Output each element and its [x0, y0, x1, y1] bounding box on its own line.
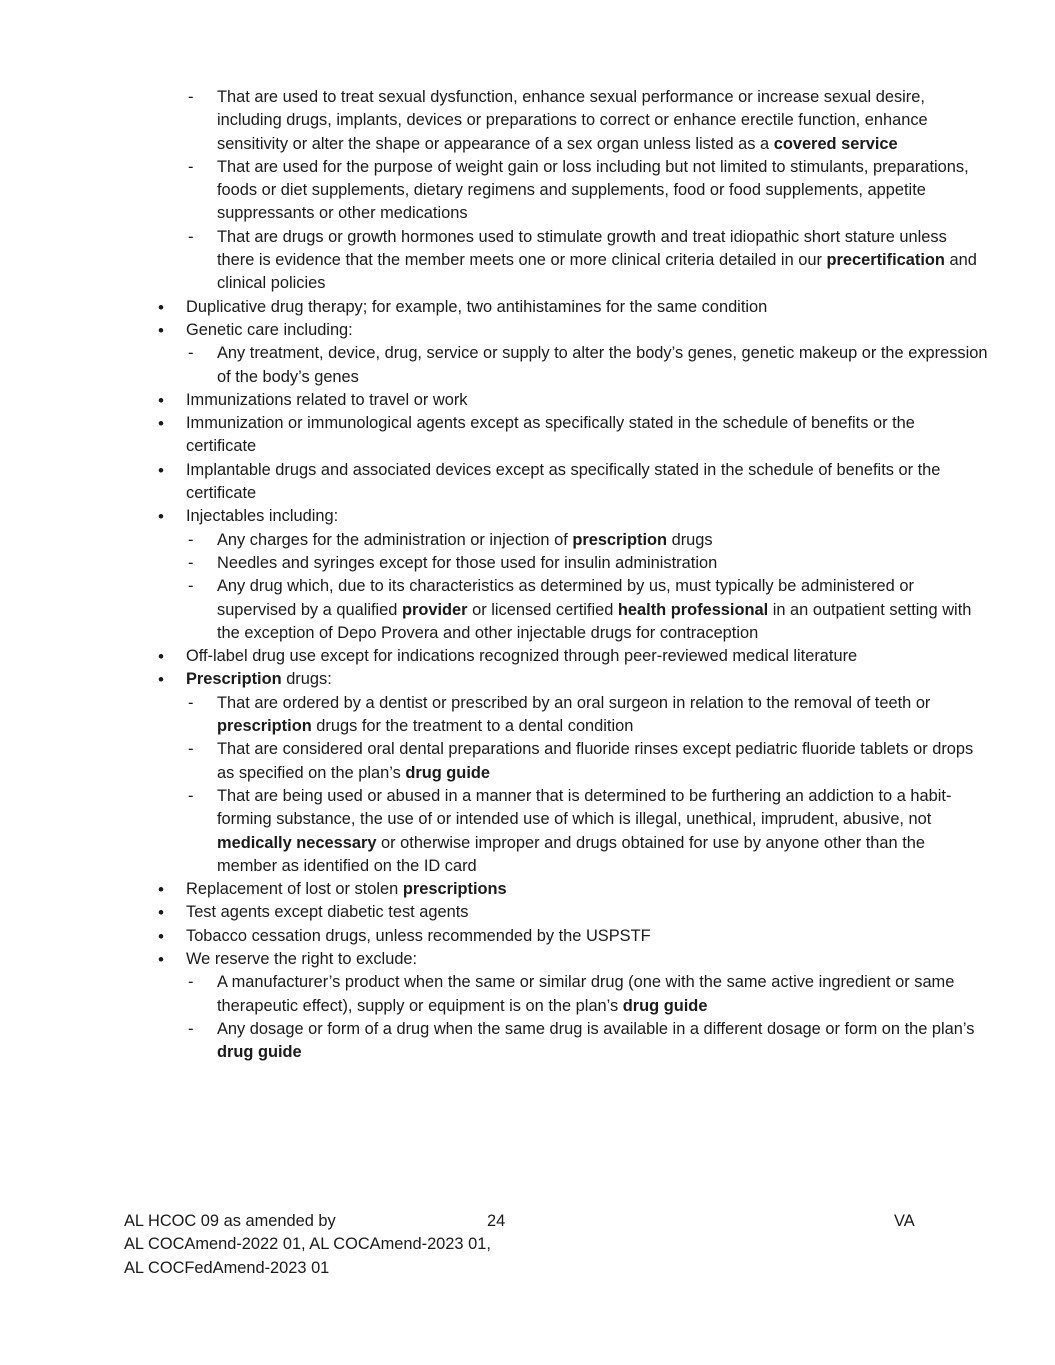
bullet-list-item [186, 412, 988, 459]
item-text: and clinical policies [217, 251, 977, 293]
bullet-list-item [186, 878, 988, 901]
item-text: That are used to treat sexual dysfunction, enhance sexual performance or increase sexual desire, including drugs, implants, devices or preparations to correct or enhance erectile function, enhance sensitivity or alter the shape or appearance of a sex organ unless listed as a [217, 88, 928, 153]
item-text: We reserve the right to exclude: [186, 949, 418, 968]
item-text: Duplicative drug therapy; for example, two antihistamines for the same condition [186, 297, 768, 316]
item-text: or otherwise improper and drugs obtained for use by anyone other than the member as identified on the ID card [217, 833, 925, 875]
footer-state-code: VA [894, 1212, 915, 1230]
bullet-list-item [186, 389, 988, 412]
item-text: That are drugs or growth hormones used to stimulate growth and treat idiopathic short stature unless there is evidence that the member meets one or more clinical criteria detailed in our [217, 227, 947, 270]
defined-term: drug guide [405, 763, 491, 782]
item-text: Any dosage or form of a drug when the same drug is available in a different dosage or form on the plan’s [217, 1019, 975, 1038]
bullet-list-item [186, 948, 988, 971]
item-text: Needles and syringes except for those used for insulin administration [217, 553, 718, 572]
item-text: Off-label drug use except for indications recognized through peer-reviewed medical literature [186, 647, 858, 666]
defined-term: provider [401, 600, 468, 619]
dash-sub-item [186, 156, 988, 226]
defined-term: medically necessary [217, 833, 377, 852]
item-text: Tobacco cessation drugs, unless recommended by the USPSTF [186, 926, 651, 945]
defined-term: drug guide [217, 1043, 302, 1062]
item-text: That are considered oral dental preparations and fluoride rinses except pediatric fluoride tablets or drops as specified on the plan’s [217, 740, 974, 782]
footer-form-id [124, 1210, 524, 1280]
item-text: in an outpatient setting with the exception of Depo Provera and other injectable drugs for contraception [217, 600, 972, 642]
item-text: Immunization or immunological agents except as specifically stated in the schedule of benefits or the certificate [186, 414, 915, 456]
dash-sub-item [186, 529, 988, 552]
footer-line-1: AL HCOC 09 as amended by [124, 1212, 336, 1230]
bullet-list-item [186, 459, 988, 506]
item-text: Genetic care including: [186, 320, 353, 339]
dash-sub-item [186, 552, 988, 575]
footer-line-2: AL COCAmend-2022 01, AL COCAmend-2023 01, [124, 1235, 491, 1254]
item-text: Any charges for the administration or injection of [217, 530, 573, 549]
defined-term: prescription [572, 530, 668, 549]
bullet-list-item [186, 925, 988, 948]
dash-sub-item [186, 785, 988, 878]
item-text: Any drug which, due to its characteristics as determined by us, must typically be administered or supervised by a qualified [217, 577, 914, 619]
dash-sub-item [186, 971, 988, 1018]
item-text: Test agents except diabetic test agents [186, 903, 469, 922]
dash-sub-item [186, 738, 988, 785]
item-text: That are being used or abused in a manner that is determined to be furthering an addiction to a habit-forming substance, the use of or intended use of which is illegal, unethical, imprudent, abusive, not [217, 786, 952, 829]
item-text: drugs [667, 530, 713, 549]
footer-line-3: AL COCFedAmend-2023 01 [124, 1258, 330, 1277]
item-text: A manufacturer’s product when the same or similar drug (one with the same active ingredient or same therapeutic effect), supply or equipment is on the plan’s [217, 973, 955, 1015]
dash-sub-item [186, 86, 988, 156]
dash-sub-item [186, 342, 988, 389]
item-text: That are used for the purpose of weight gain or loss including but not limited to stimulants, preparations, foods or diet supplements, dietary regimens and supplements, food or food supplements, appetite suppressants or other medications [217, 157, 969, 223]
defined-term: drug guide [622, 996, 708, 1015]
item-text: drugs: [281, 670, 332, 689]
item-text: Injectables including: [186, 507, 339, 526]
item-text: Immunizations related to travel or work [186, 390, 468, 409]
item-text: That are ordered by a dentist or prescribed by an oral surgeon in relation to the removal of teeth or [217, 693, 931, 712]
defined-term: precertification [826, 251, 945, 270]
bullet-list-item [186, 505, 988, 528]
bullet-list-item [186, 901, 988, 924]
bullet-list-item [186, 296, 988, 319]
defined-term: covered service [773, 134, 898, 153]
item-text: drugs for the treatment to a dental condition [311, 717, 634, 736]
bullet-list-item [186, 645, 988, 668]
bullet-list-item [186, 319, 988, 342]
defined-term: prescriptions [402, 880, 507, 899]
item-text: Implantable drugs and associated devices except as specifically stated in the schedule of benefits or the certificate [186, 460, 941, 503]
item-text: or licensed certified [467, 600, 618, 619]
dash-sub-item [186, 575, 988, 645]
bullet-list-item [186, 668, 988, 691]
defined-term: Prescription [186, 670, 282, 689]
dash-sub-item [186, 692, 988, 739]
defined-term: prescription [217, 717, 312, 736]
exclusions-list [186, 86, 988, 1064]
dash-sub-item [186, 1018, 988, 1065]
item-text: Replacement of lost or stolen [186, 880, 403, 899]
item-text: Any treatment, device, drug, service or supply to alter the body’s genes, genetic makeup or the expression of the body’s genes [217, 344, 988, 386]
page-number: 24 [487, 1212, 506, 1230]
dash-sub-item [186, 226, 988, 296]
defined-term: health professional [617, 600, 769, 619]
